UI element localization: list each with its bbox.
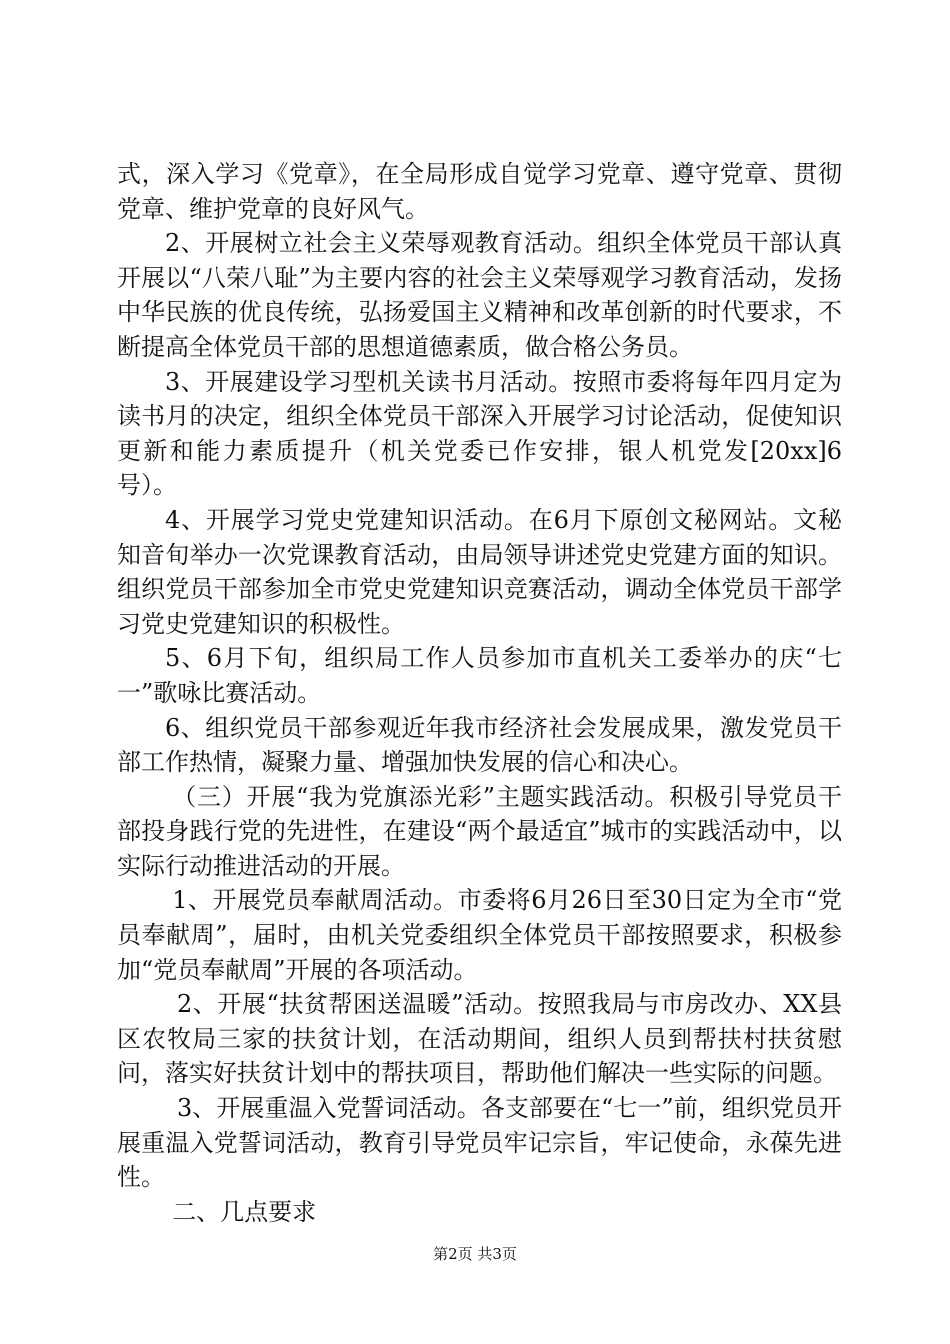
paragraph: 3、开展建设学习型机关读书月活动。按照市委将每年四月定为读书月的决定，组织全体党员干部深入开展学习讨论活动，促使知识更新和能力素质提升（机关党委已作安排，银人机党发[20xx]6号）。 [117,367,842,500]
section-heading: （三）开展“我为党旗添光彩”主题实践活动。积极引导党员干部投身践行党的先进性，在建设“两个最适宜”城市的实践活动中，以实际行动推进活动的开展。 [117,782,842,880]
paragraph: 3、开展重温入党誓词活动。各支部要在“七一”前，组织党员开展重温入党誓词活动，教育引导党员牢记宗旨，牢记使命，永葆先进性。 [117,1094,842,1192]
paragraph: 1、开展党员奉献周活动。市委将6月26日至30日定为全市“党员奉献周”，届时，由机关党委组织全体党员干部按照要求，积极参加“党员奉献周”开展的各项活动。 [117,886,842,984]
paragraph: 6、组织党员干部参观近年我市经济社会发展成果，激发党员干部工作热情，凝聚力量、增强加快发展的信心和决心。 [117,713,842,777]
paragraph: 2、开展“扶贫帮困送温暖”活动。按照我局与市房改办、XX县区农牧局三家的扶贫计划，在活动期间，组织人员到帮扶村扶贫慰问，落实好扶贫计划中的帮扶项目，帮助他们解决一些实际的问题。 [117,990,842,1088]
paragraph: 式，深入学习《党章》，在全局形成自觉学习党章、遵守党章、贯彻党章、维护党章的良好风气。 [117,160,842,223]
page-footer: 第2页 共3页 [433,1245,517,1263]
document-body [117,157,842,1229]
section-heading: 二、几点要求 [172,1197,317,1226]
paragraph: 5、6月下旬，组织局工作人员参加市直机关工委举办的庆“七一”歌咏比赛活动。 [117,644,842,707]
paragraph: 2、开展树立社会主义荣辱观教育活动。组织全体党员干部认真开展以“八荣八耻”为主要内容的社会主义荣辱观学习教育活动，发扬中华民族的优良传统，弘扬爱国主义精神和改革创新的时代要求，不断提高全体党员干部的思想道德素质，做合格公务员。 [117,229,842,361]
paragraph: 4、开展学习党史党建知识活动。在6月下原创文秘网站。文秘知音旬举办一次党课教育活动，由局领导讲述党史党建方面的知识。组织党员干部参加全市党史党建知识竞赛活动，调动全体党员干部学习党史党建知识的积极性。 [117,505,842,638]
